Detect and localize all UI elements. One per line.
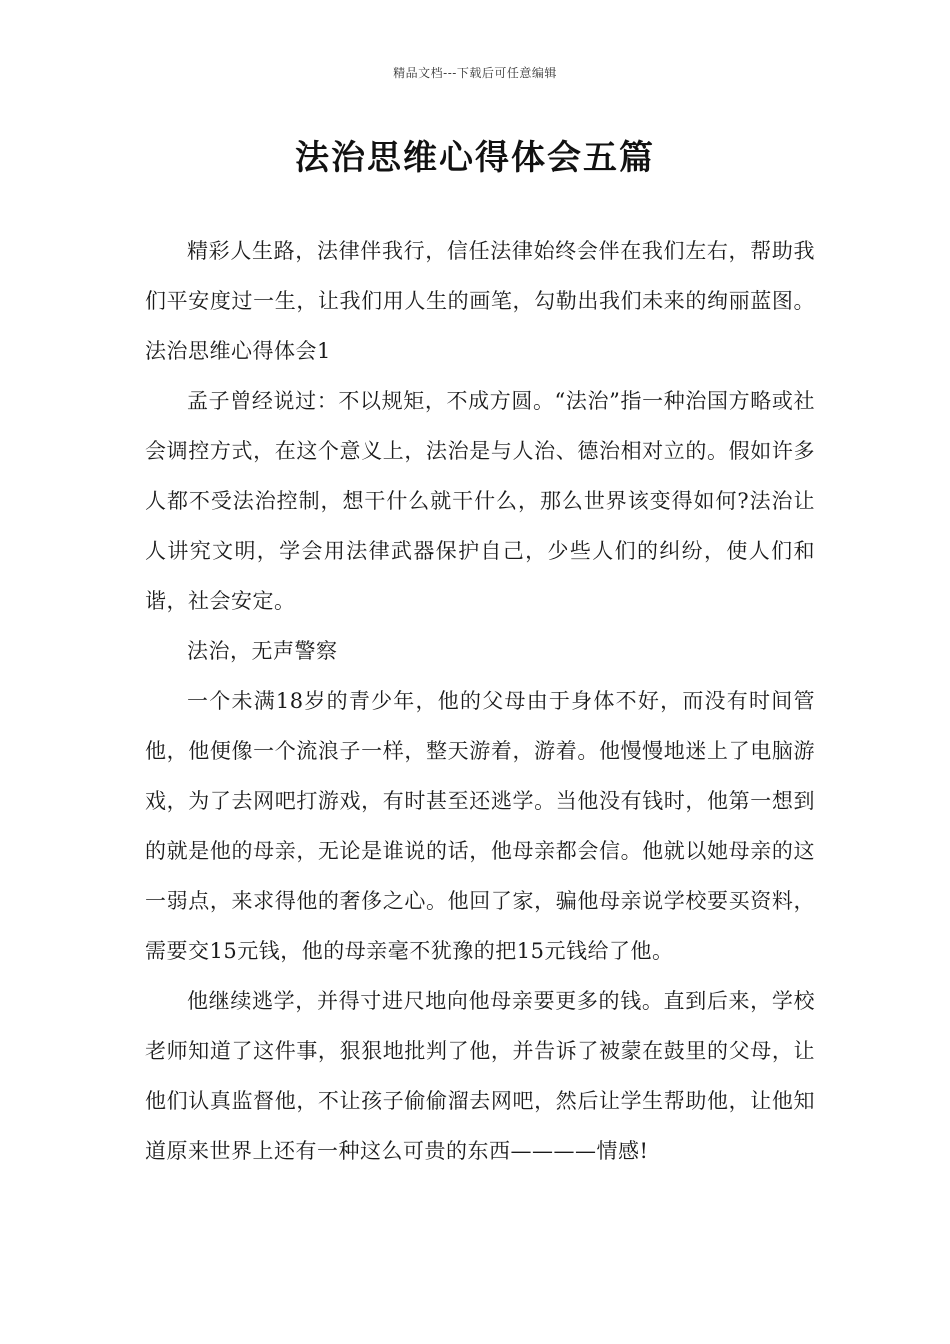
header-note: 精品文档---下载后可任意编辑: [393, 66, 557, 80]
document-body: [145, 226, 815, 1176]
paragraph: 精彩人生路，法律伴我行，信任法律始终会伴在我们左右，帮助我们平安度过一生，让我们用人生的画笔，勾勒出我们未来的绚丽蓝图。法治思维心得体会1: [145, 239, 815, 363]
paragraph: 一个未满18岁的青少年，他的父母由于身体不好，而没有时间管他，他便像一个流浪子一样，整天游着，游着。他慢慢地迷上了电脑游戏，为了去网吧打游戏，有时甚至还逃学。当他没有钱时，他第一想到的就是他的母亲，无论是谁说的话，他母亲都会信。他就以她母亲的这一弱点，来求得他的奢侈之心。他回了家，骗他母亲说学校要买资料，需要交15元钱，他的母亲毫不犹豫的把15元钱给了他。: [145, 689, 815, 963]
paragraph: 他继续逃学，并得寸进尺地向他母亲要更多的钱。直到后来，学校老师知道了这件事，狠狠地批判了他，并告诉了被蒙在鼓里的父母，让他们认真监督他，不让孩子偷偷溜去网吧，然后让学生帮助他，让他知道原来世界上还有一种这么可贵的东西————情感!: [145, 989, 815, 1163]
document-title: 法治思维心得体会五篇: [295, 138, 655, 178]
section-heading: 法治，无声警察: [187, 639, 338, 663]
paragraph: 孟子曾经说过：不以规矩，不成方圆。“法治”指一种治国方略或社会调控方式，在这个意义上，法治是与人治、德治相对立的。假如许多人都不受法治控制，想干什么就干什么，那么世界该变得如何?法治让人讲究文明，学会用法律武器保护自己，少些人们的纠纷，使人们和谐，社会安定。: [145, 389, 815, 613]
